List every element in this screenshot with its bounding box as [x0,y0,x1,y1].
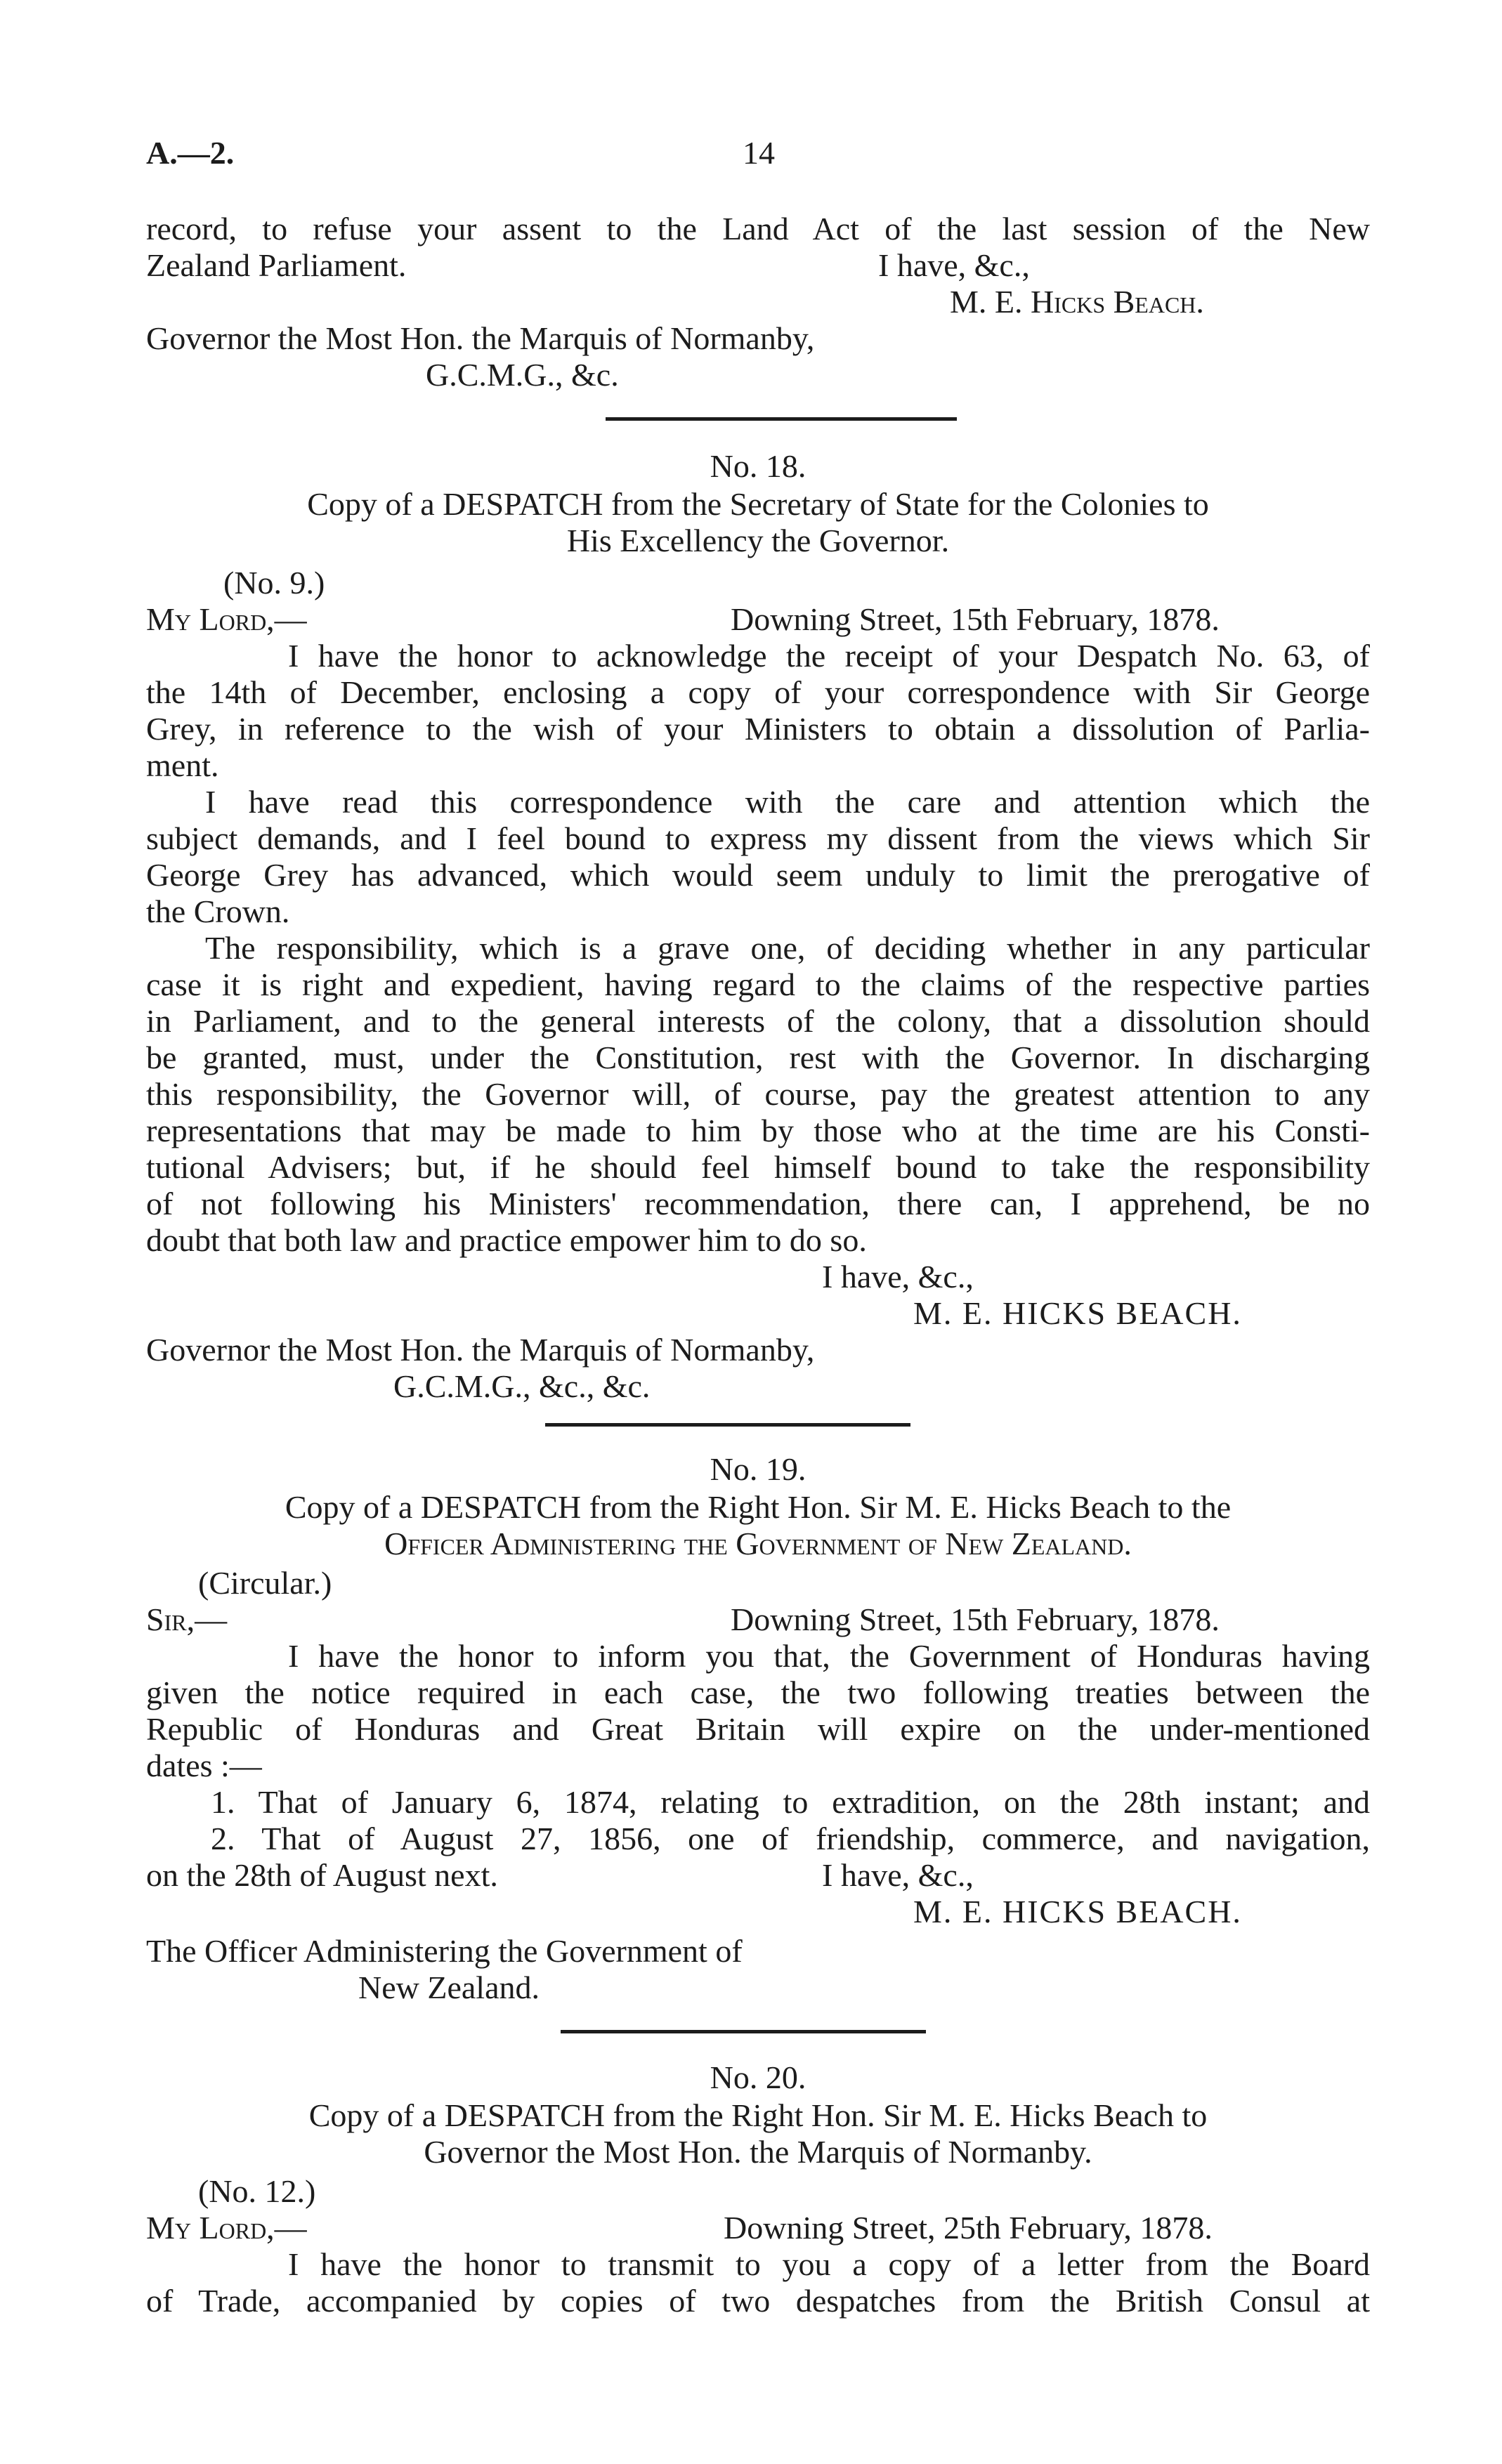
body-line: subject demands, and I feel bound to express my dissent from the views which Sir [146,820,1370,856]
despatch-number: No. 20. [710,2059,806,2095]
despatch-number: No. 19. [710,1451,806,1487]
body-line: I have the honor to inform you that, the Government of Honduras having [288,1638,1370,1674]
despatch-title: Copy of a DESPATCH from the Secretary of State for the Colonies to [307,486,1209,522]
signature: M. E. HICKS BEACH. [913,1295,1242,1331]
body-line: case it is right and expedient, having regard to the claims of the respective parties [146,966,1370,1002]
addressee-line: Governor the Most Hon. the Marquis of Normanby, [146,1332,815,1368]
despatch-number: No. 18. [710,448,806,484]
closing-line: I have, &c., [822,1259,974,1295]
list-item: 1. That of January 6, 1874, relating to extradition, on the 28th instant; and [211,1784,1370,1820]
body-line: dates :— [146,1748,262,1783]
body-line: this responsibility, the Governor will, of course, pay the greatest attention to any [146,1076,1370,1112]
body-line: representations that may be made to him by those who at the time are his Consti- [146,1113,1370,1148]
addressee-line: New Zealand. [358,1970,540,2005]
addressee-line: Governor the Most Hon. the Marquis of Normanby, [146,320,815,356]
despatch-title: Governor the Most Hon. the Marquis of Normanby. [424,2134,1092,2170]
addressee-line: G.C.M.G., &c. [426,357,619,393]
signature: M. E. HICKS BEACH. [913,1894,1242,1929]
closing-line: I have, &c., [878,247,1030,283]
list-item: 2. That of August 27, 1856, one of friendship, commerce, and navigation, [211,1821,1370,1856]
body-line: Grey, in reference to the wish of your Ministers to obtain a dissolution of Parlia- [146,711,1370,747]
body-line: doubt that both law and practice empower him to do so. [146,1222,867,1258]
body-line: in Parliament, and to the general interests of the colony, that a dissolution should [146,1003,1370,1039]
despatch-title: Copy of a DESPATCH from the Right Hon. Sir M. E. Hicks Beach to [308,2097,1208,2133]
despatch-ref: (No. 9.) [223,565,325,601]
salutation: My Lord,— [146,601,307,637]
body-line: be granted, must, under the Constitution, rest with the Governor. In discharging [146,1040,1370,1075]
despatch-title: His Excellency the Governor. [566,523,950,558]
body-line: Republic of Honduras and Great Britain will expire on the under-mentioned [146,1711,1370,1747]
body-line: on the 28th of August next. [146,1857,498,1893]
addressee-line: G.C.M.G., &c., &c. [393,1368,651,1404]
body-line: the Crown. [146,893,290,929]
body-line: tutional Advisers; but, if he should feel himself bound to take the responsibility [146,1149,1370,1185]
salutation: Sir,— [146,1601,228,1637]
salutation: My Lord,— [146,2210,307,2246]
body-line: George Grey has advanced, which would seem unduly to limit the prerogative of [146,857,1370,893]
body-line: I have read this correspondence with the care and attention which the [205,784,1370,820]
closing-line: I have, &c., [822,1857,974,1893]
body-line: The responsibility, which is a grave one, of deciding whether in any particular [205,930,1370,966]
body-line: given the notice required in each case, the two following treaties between the [146,1675,1370,1710]
body-line: the 14th of December, enclosing a copy of your correspondence with Sir George [146,674,1370,710]
dateline: Downing Street, 15th February, 1878. [731,1601,1220,1637]
body-line: Zealand Parliament. [146,247,407,283]
body-line: I have the honor to acknowledge the receipt of your Despatch No. 63, of [288,638,1370,674]
body-line: I have the honor to transmit to you a copy of a letter from the Board [288,2246,1370,2282]
despatch-title: Officer Administering the Government of New Zealand. [384,1526,1132,1561]
dateline: Downing Street, 15th February, 1878. [731,601,1220,637]
signature: M. E. Hicks Beach. [950,284,1204,320]
body-line: record, to refuse your assent to the Land Act of the last session of the New [146,211,1370,247]
section-divider [545,1423,910,1427]
dateline: Downing Street, 25th February, 1878. [724,2210,1213,2246]
despatch-title: Copy of a DESPATCH from the Right Hon. Sir M. E. Hicks Beach to the [285,1489,1232,1525]
page-number: 14 [743,135,775,171]
addressee-line: The Officer Administering the Government of [146,1933,743,1969]
despatch-ref: (Circular.) [198,1565,332,1601]
body-line: of not following his Ministers' recommendation, there can, I apprehend, be no [146,1186,1370,1221]
body-line: ment. [146,747,219,783]
despatch-ref: (No. 12.) [198,2173,316,2209]
section-divider [561,2030,926,2033]
body-line: of Trade, accompanied by copies of two despatches from the British Consul at [146,2283,1370,2319]
document-code: A.—2. [146,135,235,171]
section-divider [606,417,957,421]
